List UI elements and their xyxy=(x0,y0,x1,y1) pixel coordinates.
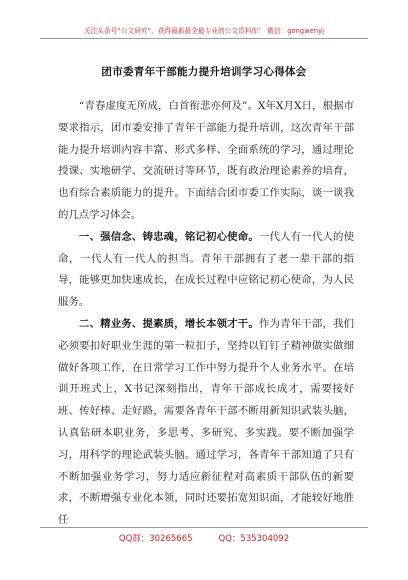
promo-banner-text: 关注头条号“公文研究”，获得最新最全最专业的公文资料库！ 微信：gongwenyj xyxy=(83,27,325,35)
section-heading-1: 一、强信念、铸忠魂，铭记初心使命。 xyxy=(79,230,259,243)
qq-number: QQ：535304092 xyxy=(218,534,290,544)
footer-divider xyxy=(40,527,368,528)
footer-contact xyxy=(0,532,408,544)
paragraph-intro: “青春虚度无所成，白首衔悲亦何及”。X年X月X日，根据市要求指示，团市委安排了青年干部能力提升培训，这次青年干部能力提升培训内容丰富、形式多样、全面系统的学习，通过理论授课、实地研学、交流研讨等环节，既有政治理论素养的培育，也有综合素质能力的提升。下面结合团市委工作实际，谈一谈我的几点学习体会。 xyxy=(58,100,354,221)
header-divider xyxy=(40,38,368,39)
qq-group-number: QQ群：30265665 xyxy=(118,534,193,544)
section-body-1: 一代人有一代人的使命，一代人有一代人的担当。青年干部拥有了老一辈干部的指导，能够更加快速成长，在成长过程中应铭记初心使命，为人民服务。 xyxy=(58,230,355,309)
document-body xyxy=(58,96,354,532)
section-heading-2: 二、精业务、提素质，增长本领才干。 xyxy=(79,317,259,330)
paragraph-section-2 xyxy=(58,314,354,532)
paragraph-section-1 xyxy=(58,227,354,314)
top-banner xyxy=(0,0,408,44)
section-body-2: 作为青年干部，我们必须要扣好职业生涯的第一粒扣子，坚持以钉钉子精神做实做细做好各项工作，在日常学习工作中努力提升个人业务水平。在培训开班式上，X书记深刻指出，青年干部成长成才，需要接好班、传好棒、走好路，需要各青年干部不断用新知识武装头脑，认真钻研本职业务，多思考、多研究、多实践。要不断加强学习，用科学的理论武装头脑。通过学习，各青年干部知道了只有不断加强业务学习，努力适应新征程对高素质干部队伍的新要求，不断增强专业化本领，同时还要拓宽知识面，才能较好地胜任 xyxy=(58,317,355,527)
document-title: 团市委青年干部能力提升培训学习心得体会 xyxy=(101,66,307,78)
